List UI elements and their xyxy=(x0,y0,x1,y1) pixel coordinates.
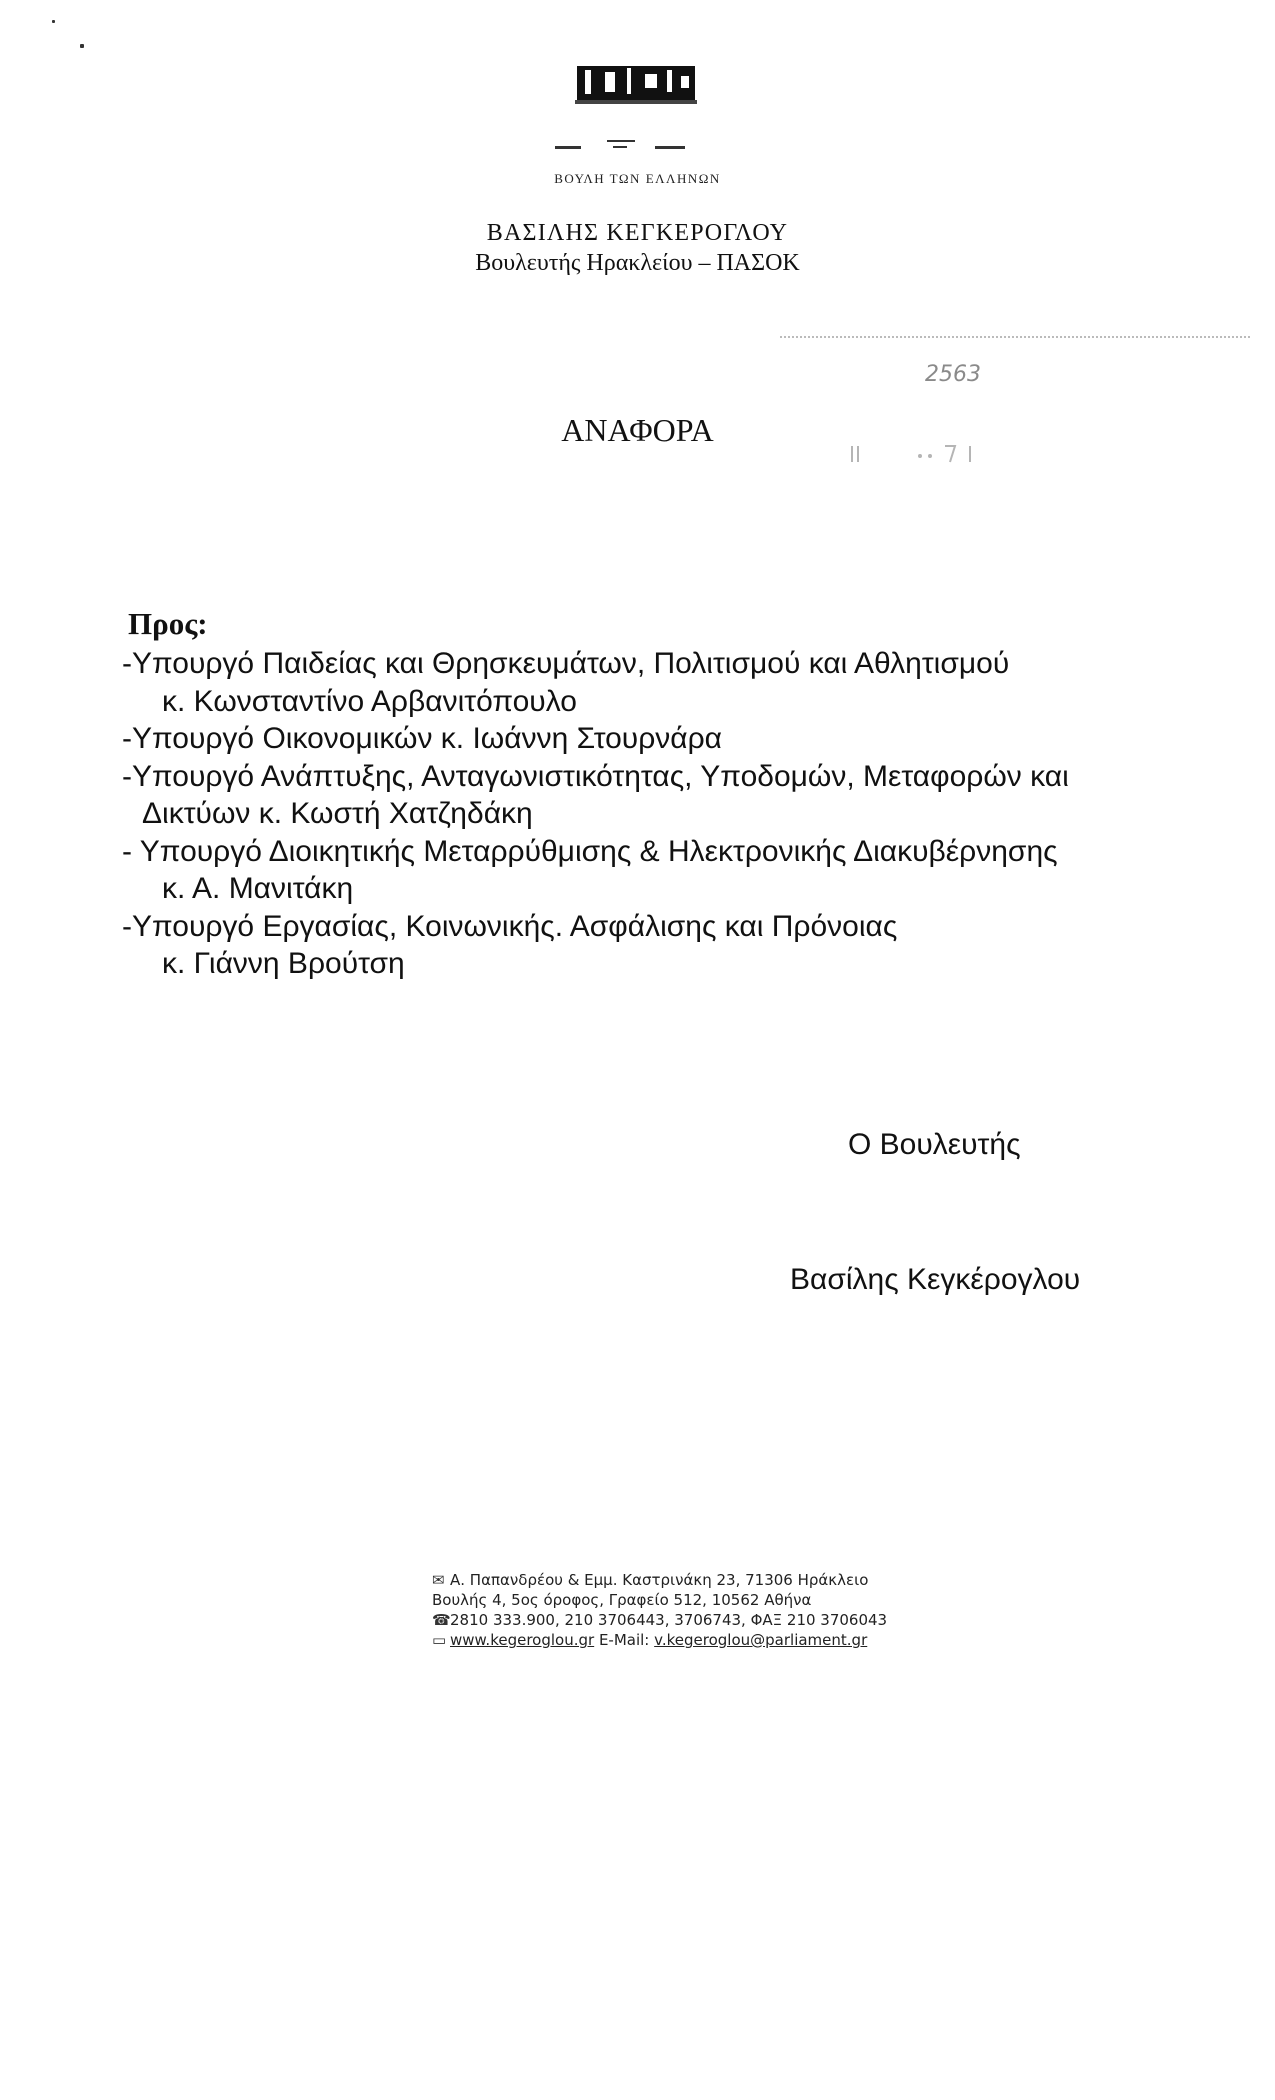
recipient-line: Δικτύων κ. Κωστή Χατζηδάκη xyxy=(142,797,533,830)
computer-icon: ▭ xyxy=(432,1631,447,1649)
footer-phones: 2810 333.900, 210 3706443, 3706743, ΦΑΞ 210 3706043 xyxy=(450,1611,888,1629)
parliament-name: ΒΟΥΛΗ ΤΩΝ ΕΛΛΗΝΩΝ xyxy=(554,171,721,186)
recipient-line: - Υπουργό Διοικητικής Μεταρρύθμισης & Ηλεκτρονικής Διακυβέρνησης xyxy=(122,834,1058,868)
recipient-line: -Υπουργό Οικονομικών κ. Ιωάννη Στουρνάρα xyxy=(122,722,723,755)
footer-address-1: Α. Παπανδρέου & Εμμ. Καστρινάκη 23, 71306 Ηράκλειο xyxy=(450,1571,869,1589)
recipient-line: -Υπουργό Εργασίας, Κοινωνικής. Ασφάλισης και Πρόνοιας xyxy=(122,909,898,943)
registry-stamp-number: 2563 xyxy=(925,362,981,387)
recipient-line: -Υπουργό Ανάπτυξης, Ανταγωνιστικότητας, Υποδομών, Μεταφορών και xyxy=(122,759,1069,793)
contact-footer xyxy=(432,1570,1132,1650)
recipient-line: κ. Γιάννη Βρούτση xyxy=(162,947,405,980)
footer-address-2: Βουλής 4, 5ος όροφος, Γραφείο 512, 10562 Αθήνα xyxy=(432,1591,812,1609)
mp-name: ΒΑΣΙΛΗΣ ΚΕΓΚΕΡΟΓΛΟΥ xyxy=(486,220,789,246)
recipient-line: κ. Κωνσταντίνο Αρβανιτόπουλο xyxy=(162,684,577,718)
footer-email-link[interactable]: v.kegeroglou@parliament.gr xyxy=(654,1631,868,1649)
footer-email-label: E-Mail: xyxy=(598,1631,650,1649)
recipient-line: -Υπουργό Παιδείας και Θρησκευμάτων, Πολιτισμού και Αθλητισμού xyxy=(122,647,1010,680)
signature-name: Βασίλης Κεγκέρογλου xyxy=(790,1263,1081,1296)
emblem-ornament xyxy=(555,138,695,152)
parliament-emblem xyxy=(575,62,697,106)
recipients-label: Προς: xyxy=(128,606,208,641)
footer-phones-line xyxy=(432,1610,1132,1630)
recipients-list xyxy=(122,645,1242,983)
document-title: ΑΝΑΦΟΡΑ xyxy=(561,412,714,448)
footer-web-line xyxy=(432,1630,1132,1650)
footer-address-heraklion xyxy=(432,1570,1132,1590)
recipient-line: κ. Α. Μανιτάκη xyxy=(162,872,354,905)
footer-address-athens xyxy=(432,1590,1132,1610)
mp-role: Βουλευτής Ηρακλείου – ΠΑΣΟΚ xyxy=(475,250,800,276)
signoff: Ο Βουλευτής xyxy=(848,1128,1021,1161)
scan-speck xyxy=(52,20,55,23)
footer-website-link[interactable]: www.kegeroglou.gr xyxy=(450,1631,595,1649)
phone-icon: ☎ xyxy=(432,1611,451,1629)
mail-icon: ✉ xyxy=(432,1571,445,1589)
scan-speck xyxy=(80,44,84,48)
stamp-dotted-line xyxy=(780,336,1250,338)
